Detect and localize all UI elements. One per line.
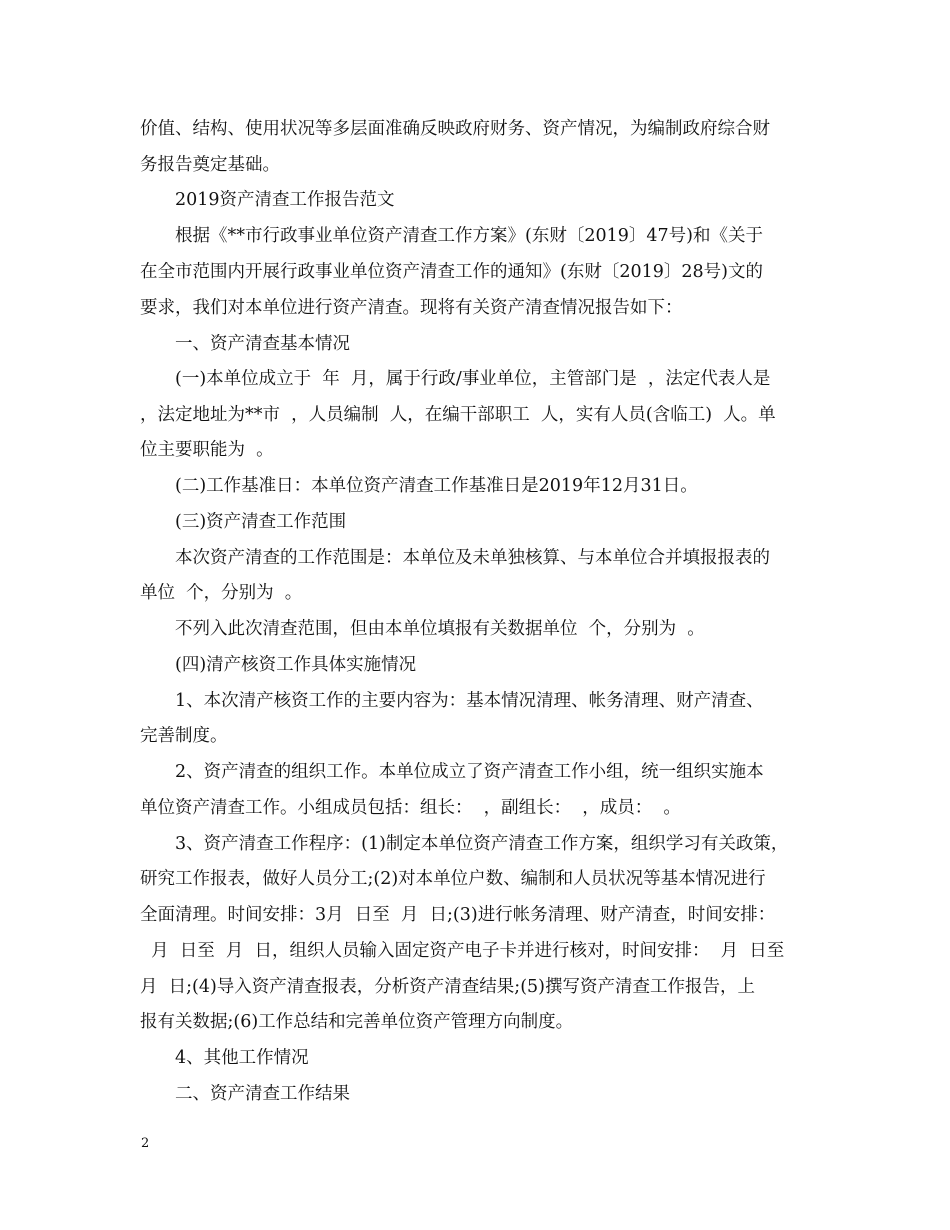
- paragraph-line: 价值、结构、使用状况等多层面准确反映政府财务、资产情况，为编制政府综合财: [140, 119, 770, 139]
- paragraph-line: 单位资产清查工作。小组成员包括：组长： ，副组长： ，成员： 。: [140, 798, 681, 818]
- paragraph-line: 要求，我们对本单位进行资产清查。现将有关资产清查情况报告如下：: [140, 298, 683, 318]
- section-heading: 二、资产清查工作结果: [175, 1084, 350, 1104]
- paragraph-line: 月 日至 月 日，组织人员输入固定资产电子卡并进行核对，时间安排： 月 日至: [140, 941, 785, 961]
- section-heading: 一、资产清查基本情况: [175, 334, 350, 354]
- paragraph-line: (一)本单位成立于 年 月，属于行政/事业单位，主管部门是 ，法定代表人是: [175, 369, 771, 389]
- paragraph-line: 全面清理。时间安排：3月 日至 月 日;(3)进行帐务清理、财产清查，时间安排：: [140, 905, 776, 925]
- paragraph-line: (二)工作基准日：本单位资产清查工作基准日是2019年12月31日。: [175, 476, 698, 496]
- paragraph-line: 研究工作报表，做好人员分工;(2)对本单位户数、编制和人员状况等基本情况进行: [140, 869, 766, 889]
- subsection-heading: (四)清产核资工作具体实施情况: [175, 655, 417, 675]
- paragraph-line: 在全市范围内开展行政事业单位资产清查工作的通知》(东财〔2019〕28号)文的: [140, 262, 763, 282]
- paragraph-line: 单位 个，分别为 。: [140, 583, 303, 603]
- paragraph-line: 月 日;(4)导入资产清查报表，分析资产清查结果;(5)撰写资产清查工作报告，上: [140, 977, 755, 997]
- paragraph-line: ，法定地址为**市 ，人员编制 人，在编干部职工 人，实有人员(含临工) 人。单: [140, 405, 776, 425]
- page-number: 2: [141, 1136, 150, 1151]
- paragraph-line: 根据《**市行政事业单位资产清查工作方案》(东财〔2019〕47号)和《关于: [175, 226, 763, 246]
- paragraph-line: 3、资产清查工作程序：(1)制定本单位资产清查工作方案，组织学习有关政策，: [175, 834, 789, 854]
- subsection-heading: (三)资产清查工作范围: [175, 512, 347, 532]
- paragraph-line: 不列入此次清查范围，但由本单位填报有关数据单位 个，分别为 。: [175, 619, 705, 639]
- subsection-heading: 4、其他工作情况: [175, 1048, 309, 1068]
- paragraph-line: 1、本次清产核资工作的主要内容为：基本情况清理、帐务清理、财产清查、: [175, 691, 764, 711]
- paragraph-line: 完善制度。: [140, 726, 228, 746]
- section-heading: 2019资产清查工作报告范文: [175, 190, 395, 210]
- paragraph-line: 位主要职能为 。: [140, 440, 274, 460]
- paragraph-line: 报有关数据;(6)工作总结和完善单位资产管理方向制度。: [140, 1012, 574, 1032]
- paragraph-line: 务报告奠定基础。: [140, 155, 280, 175]
- paragraph-line: 本次资产清查的工作范围是：本单位及未单独核算、与本单位合并填报报表的: [175, 548, 770, 568]
- paragraph-line: 2、资产清查的组织工作。本单位成立了资产清查工作小组，统一组织实施本: [175, 762, 764, 782]
